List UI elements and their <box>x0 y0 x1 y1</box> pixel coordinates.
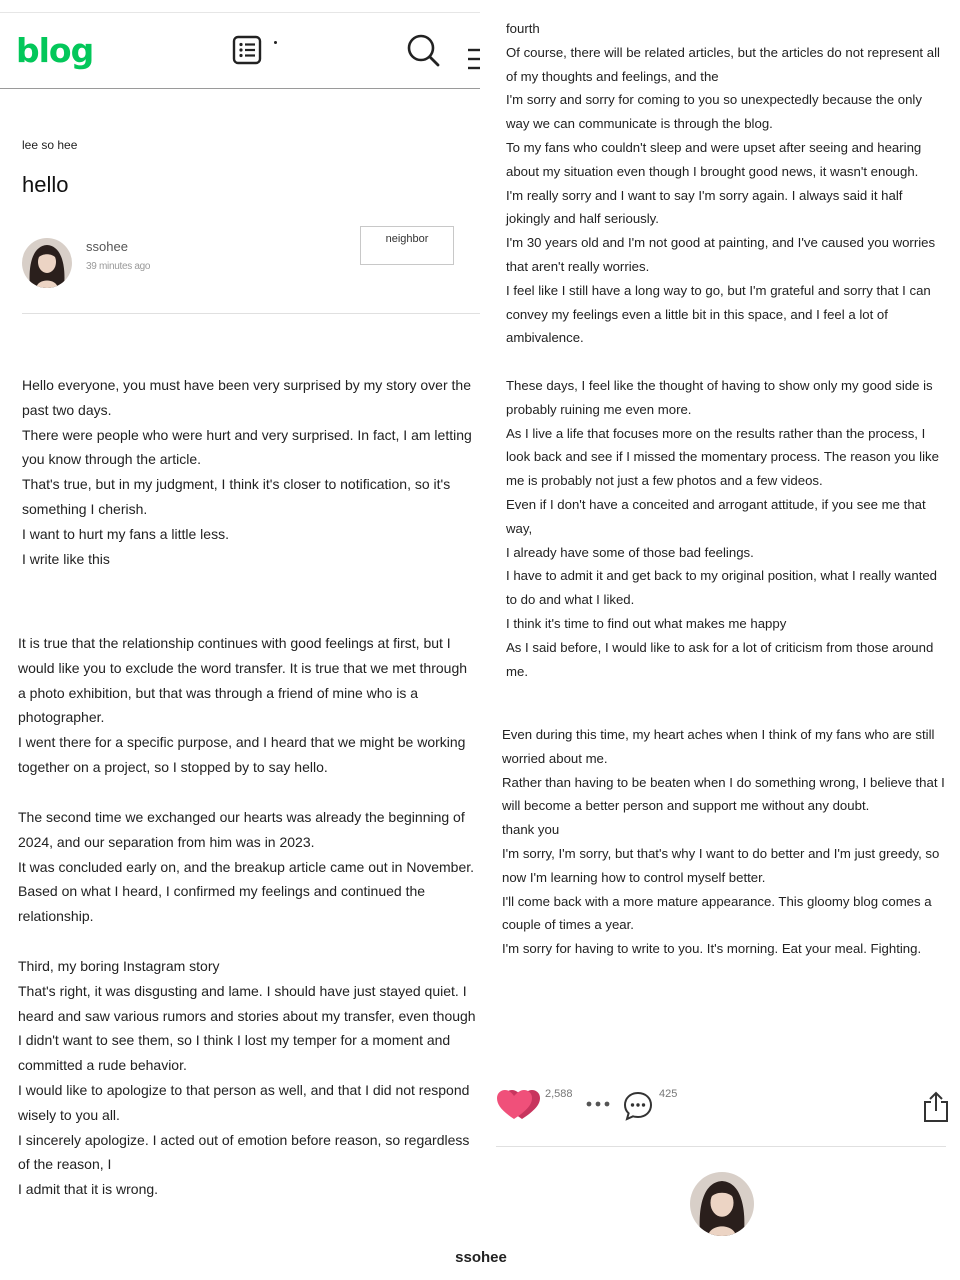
text-line: I'll come back with a more mature appearance. This gloomy blog comes a couple of times a year. <box>502 893 932 933</box>
text-line: It was concluded early on, and the breakup article came out in November. Based on what I heard, I confirmed my feelings and continued the relationship. <box>18 858 475 925</box>
notification-dot <box>274 41 277 44</box>
post-title: hello <box>22 172 69 197</box>
text-line: I'm sorry and sorry for coming to you so unexpectedly because the only way we can communicate is through the blog. <box>506 92 922 132</box>
share-icon[interactable] <box>922 1090 950 1124</box>
text-line: I'm sorry for having to write to you. It's morning. Eat your meal. Fighting. <box>502 941 922 957</box>
text-line: I think it's time to find out what makes me happy <box>506 615 787 631</box>
author-avatar[interactable] <box>22 238 72 288</box>
author-name[interactable]: ssohee <box>86 239 128 254</box>
text-line: I admit that it is wrong. <box>18 1181 159 1198</box>
post-text-block-4 <box>18 954 478 1202</box>
text-line: I want to hurt my fans a little less. <box>22 525 229 542</box>
text-line: These days, I feel like the thought of having to show only my good side is probably ruining me even more. <box>506 378 933 417</box>
post-text-block-2 <box>18 631 476 780</box>
post-text-block-6 <box>506 374 946 683</box>
text-line: That's true, but in my judgment, I think it's closer to notification, so it's something I cherish. <box>22 476 451 517</box>
post-text-block-5 <box>506 17 946 350</box>
search-icon[interactable] <box>405 33 441 69</box>
menu-icon[interactable] <box>466 47 480 73</box>
neighbor-button[interactable]: neighbor <box>360 226 454 265</box>
text-line: I already have some of those bad feelings. <box>506 544 754 560</box>
text-line: I write like this <box>22 550 110 567</box>
like-count: 2,588 <box>545 1088 573 1100</box>
text-line: I have to admit it and get back to my original position, what I really wanted to do and what I liked. <box>506 568 938 608</box>
text-line: Rather than having to be beaten when I do something wrong, I believe that I will become a better person and support me without any doubt. <box>502 774 945 814</box>
like-heart-icon[interactable] <box>496 1086 542 1122</box>
text-line: Even during this time, my heart aches when I think of my fans who are still worried about me. <box>502 727 935 766</box>
text-line: I feel like I still have a long way to go, but I'm grateful and sorry that I can convey my feelings even a little bit in this space, and I feel a lot of ambivalence. <box>506 282 931 346</box>
text-line: There were people who were hurt and very surprised. In fact, I am letting you know through the article. <box>22 426 472 468</box>
post-time: 39 minutes ago <box>86 261 151 272</box>
text-line: Third, my boring Instagram story <box>18 958 220 974</box>
post-text-block-7 <box>502 723 946 961</box>
blog-header <box>0 13 480 89</box>
text-line: Of course, there will be related articles, but the articles do not represent all of my thoughts and feelings, and the <box>506 44 940 84</box>
text-line: I went there for a specific purpose, and I heard that we might be working together on a project, so I stopped by to say hello. <box>18 734 466 775</box>
avatar-photo <box>22 238 72 288</box>
header-divider <box>22 313 480 314</box>
text-line: Even if I don't have a conceited and arrogant attitude, if you see me that way, <box>506 496 926 536</box>
post-category[interactable]: lee so hee <box>22 138 78 152</box>
more-options-icon[interactable] <box>585 1098 611 1110</box>
text-line: I'm really sorry and I want to say I'm sorry again. I always said it half jokingly and half seriously. <box>506 187 903 227</box>
text-line: That's right, it was disgusting and lame. I should have just stayed quiet. I heard and saw various rumors and stories about my transfer, even though I didn't want to see them, so I think I lost my temper for a moment and committed a rude behavior. <box>18 982 476 1074</box>
comment-count: 425 <box>659 1088 678 1100</box>
text-line: thank you <box>502 822 560 838</box>
post-text-block-1 <box>22 373 472 571</box>
text-line: I'm sorry, I'm sorry, but that's why I want to do better and I'm just greedy, so now I'm learning how to control myself better. <box>502 845 940 885</box>
text-line: It is true that the relationship continues with good feelings at first, but I would like you to exclude the word transfer. It is true that we met through a photo exhibition, but that was through a friend of mine who is a photographer. <box>18 635 468 726</box>
text-line: fourth <box>506 21 540 36</box>
profile-author-label[interactable]: ssohee <box>455 1249 507 1266</box>
text-line: To my fans who couldn't sleep and were upset after seeing and hearing about my situation even though I brought good news, it wasn't enough. <box>506 139 922 179</box>
avatar-photo <box>690 1172 754 1236</box>
text-line: I sincerely apologize. I acted out of emotion before reason, so regardless of the reason, I <box>18 1131 470 1173</box>
footer-divider <box>496 1146 946 1147</box>
text-line: I'm 30 years old and I'm not good at painting, and I've caused you worries that aren't really worries. <box>506 235 936 274</box>
comment-icon[interactable] <box>622 1090 654 1122</box>
text-line: As I live a life that focuses more on the results rather than the process, I look back and see if I missed the momentary process. The reason you like me is probably not just a few photos and a few videos. <box>506 425 939 489</box>
blog-logo[interactable]: blog <box>16 31 94 70</box>
list-icon[interactable] <box>232 35 262 65</box>
text-line: As I said before, I would like to ask for a lot of criticism from those around me. <box>506 639 934 679</box>
text-line: Hello everyone, you must have been very surprised by my story over the past two days. <box>22 377 471 418</box>
text-line: The second time we exchanged our hearts was already the beginning of 2024, and our separation from him was in 2023. <box>18 809 465 850</box>
author-profile-avatar[interactable] <box>690 1172 754 1236</box>
profile-author-name <box>0 1249 960 1266</box>
post-text-block-3 <box>18 805 476 929</box>
text-line: I would like to apologize to that person as well, and that I did not respond wisely to you all. <box>18 1081 470 1123</box>
